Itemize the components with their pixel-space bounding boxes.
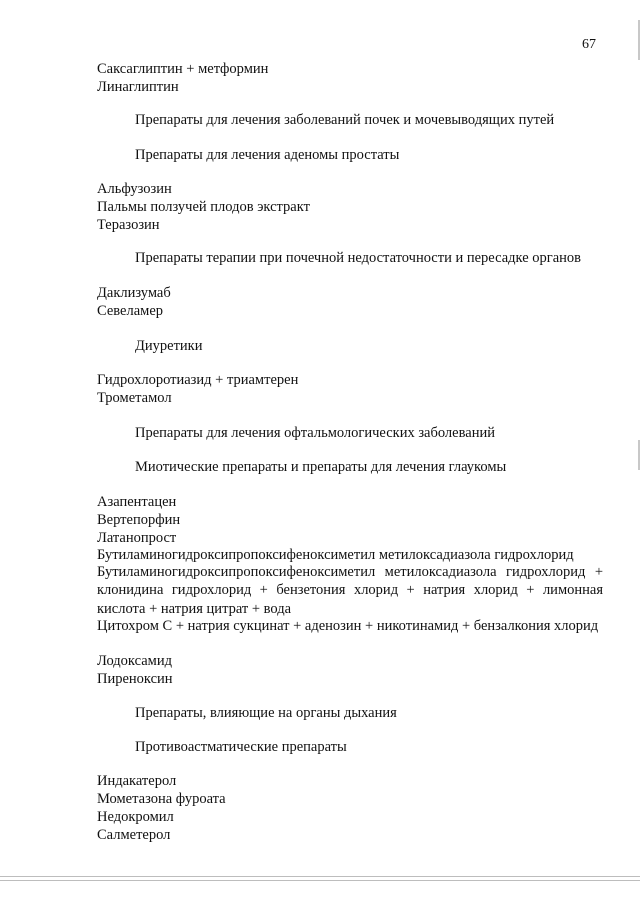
drug-item: Даклизумаб (97, 285, 171, 301)
drug-item: Бутиламиногидроксипропоксифеноксиметил метилоксадиазола гидрохлорид (97, 547, 574, 563)
section-heading-antiasthmatic: Противоастматические препараты (135, 739, 347, 755)
drug-item: Севеламер (97, 303, 164, 319)
scan-bottom-line (0, 880, 640, 881)
section-heading-renal-failure: Препараты терапии при почечной недостаточности и пересадке органов (135, 250, 582, 266)
drug-item: Пальмы ползучей плодов экстракт (97, 199, 310, 215)
drug-item: Индакатерол (97, 773, 177, 789)
drug-item: Азапентацен (97, 494, 177, 510)
drug-item: Латанопрост (97, 530, 177, 546)
section-heading-kidney: Препараты для лечения заболеваний почек и мочевыводящих путей (135, 112, 555, 128)
drug-item: Трометамол (97, 390, 172, 406)
drug-item: Линаглиптин (97, 79, 179, 95)
drug-item-cytochrome: Цитохром С + натрия сукцинат + аденозин + никотинамид + бензалкония хлорид (97, 618, 599, 634)
drug-item: Салметерол (97, 827, 171, 843)
drug-item: Лодоксамид (97, 653, 172, 669)
section-heading-diuretics: Диуретики (135, 338, 203, 354)
drug-item: Теразозин (97, 217, 160, 233)
section-heading-ophthalmic: Препараты для лечения офтальмологических заболеваний (135, 425, 495, 441)
drug-item: Недокромил (97, 809, 174, 825)
drug-item: Мометазона фуроата (97, 791, 226, 807)
drug-item: Гидрохлоротиазид + триамтерен (97, 372, 299, 388)
section-heading-respiratory: Препараты, влияющие на органы дыхания (135, 705, 397, 721)
scan-bottom-line (0, 876, 640, 877)
drug-item: Пиреноксин (97, 671, 173, 687)
section-heading-prostate: Препараты для лечения аденомы простаты (135, 147, 400, 163)
drug-item: Саксаглиптин + метформин (97, 61, 269, 77)
page-number: 67 (582, 37, 596, 52)
drug-item: Альфузозин (97, 181, 172, 197)
section-heading-glaucoma: Миотические препараты и препараты для лечения глаукомы (135, 459, 507, 475)
drug-item: Вертепорфин (97, 512, 181, 528)
drug-item-combination: Бутиламиногидроксипропоксифеноксиметил метилоксадиазола гидрохлорид + клонидина гидрохлорид + бензетония хлорид + натрия хлорид + лимонная кислота + натрия цитрат + вода (97, 564, 603, 617)
